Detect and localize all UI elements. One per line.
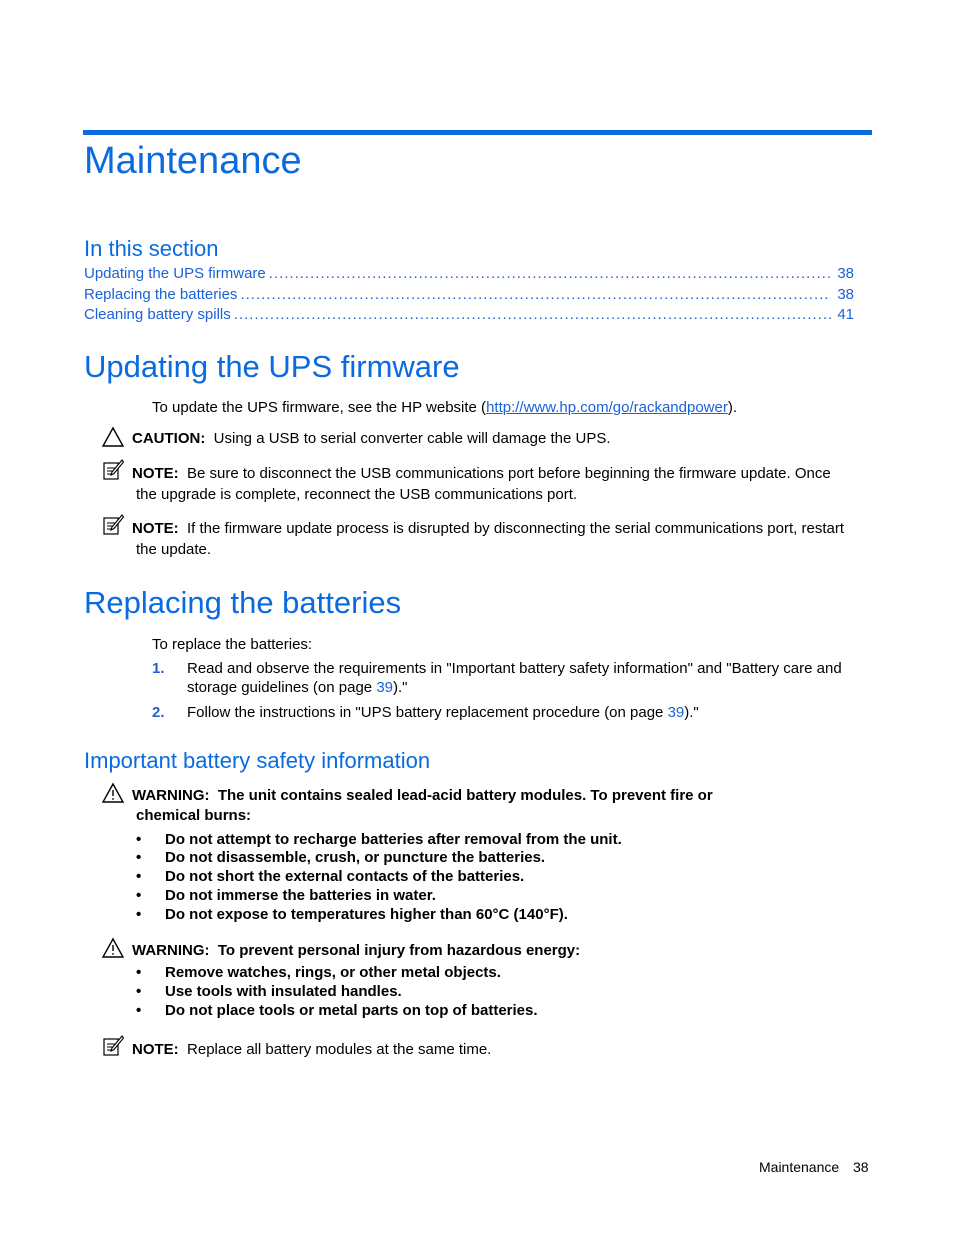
note-usb: NOTE: Be sure to disconnect the USB communications port before beginning the firmware update. Once: [132, 465, 831, 482]
note-usb-line2: the upgrade is complete, reconnect the USB communications port.: [136, 486, 578, 503]
toc-item-label: Updating the UPS firmware: [84, 265, 266, 282]
warning-icon: [102, 937, 124, 959]
list-item: • Do not immerse the batteries in water.: [136, 887, 436, 904]
step-2: Follow the instructions in "UPS battery replacement procedure (on page 39).": [187, 704, 699, 721]
step-number: 2.: [152, 704, 165, 721]
firmware-intro: To update the UPS firmware, see the HP website (http://www.hp.com/go/rackandpower).: [152, 399, 738, 416]
hp-website-link[interactable]: http://www.hp.com/go/rackandpower: [486, 399, 728, 416]
caution-icon: [102, 426, 124, 448]
toc-item-label: Replacing the batteries: [84, 286, 238, 303]
toc-item-page: 41: [837, 306, 854, 323]
toc-item-spills[interactable]: [84, 303, 854, 323]
step-1-line2: storage guidelines (on page 39).": [187, 679, 408, 696]
list-item: • Use tools with insulated handles.: [136, 983, 402, 1000]
page-ref-link[interactable]: 39: [667, 704, 685, 721]
note-icon: [102, 459, 124, 481]
list-item: • Do not place tools or metal parts on top of batteries.: [136, 1002, 538, 1019]
warning-fire: WARNING: The unit contains sealed lead-acid battery modules. To prevent fire or: [132, 787, 713, 804]
note-label: NOTE:: [132, 520, 179, 537]
subsection-heading-safety: Important battery safety information: [84, 748, 431, 773]
page-ref-link[interactable]: 39: [376, 679, 393, 696]
warning-label: WARNING:: [132, 787, 210, 804]
list-item: • Do not disassemble, crush, or puncture the batteries.: [136, 849, 546, 866]
list-item: • Do not attempt to recharge batteries after removal from the unit.: [136, 831, 622, 848]
toc-item-page: 38: [837, 286, 854, 303]
warning-icon: [102, 782, 124, 804]
note-serial-line2: the update.: [136, 541, 212, 558]
list-item: • Do not short the external contacts of the batteries.: [136, 868, 525, 885]
note-icon: [102, 1035, 124, 1057]
toc-item-batteries[interactable]: [84, 283, 854, 303]
warning-label: WARNING:: [132, 942, 210, 959]
toc-heading: In this section: [84, 236, 219, 261]
note-serial: NOTE: If the firmware update process is disrupted by disconnecting the serial communications port, restart: [132, 520, 844, 537]
section-heading-firmware: Updating the UPS firmware: [84, 349, 460, 384]
toc-item-firmware[interactable]: [84, 262, 854, 282]
warning-energy: WARNING: To prevent personal injury from hazardous energy:: [132, 942, 581, 959]
warning-fire-line2: chemical burns:: [136, 807, 252, 824]
list-item: • Remove watches, rings, or other metal objects.: [136, 964, 501, 981]
section-heading-batteries: Replacing the batteries: [84, 585, 402, 620]
note-replace-all: NOTE: Replace all battery modules at the same time.: [132, 1041, 492, 1058]
note-icon: [102, 514, 124, 536]
list-item: • Do not expose to temperatures higher than 60°C (140°F).: [136, 906, 568, 923]
chapter-rule: [83, 130, 872, 135]
footer-page-number: 38: [853, 1159, 869, 1175]
chapter-title: Maintenance: [84, 140, 302, 182]
toc-item-page: 38: [837, 265, 854, 282]
note-label: NOTE:: [132, 465, 179, 482]
footer-section: Maintenance: [759, 1159, 840, 1175]
caution-notice: CAUTION: Using a USB to serial converter cable will damage the UPS.: [132, 430, 611, 447]
step-number: 1.: [152, 660, 165, 677]
step-1-line1: Read and observe the requirements in "Important battery safety information" and "Battery care and: [187, 660, 842, 677]
caution-label: CAUTION:: [132, 430, 206, 447]
note-label: NOTE:: [132, 1041, 179, 1058]
toc-item-label: Cleaning battery spills: [84, 306, 231, 323]
batteries-intro: To replace the batteries:: [152, 636, 313, 653]
